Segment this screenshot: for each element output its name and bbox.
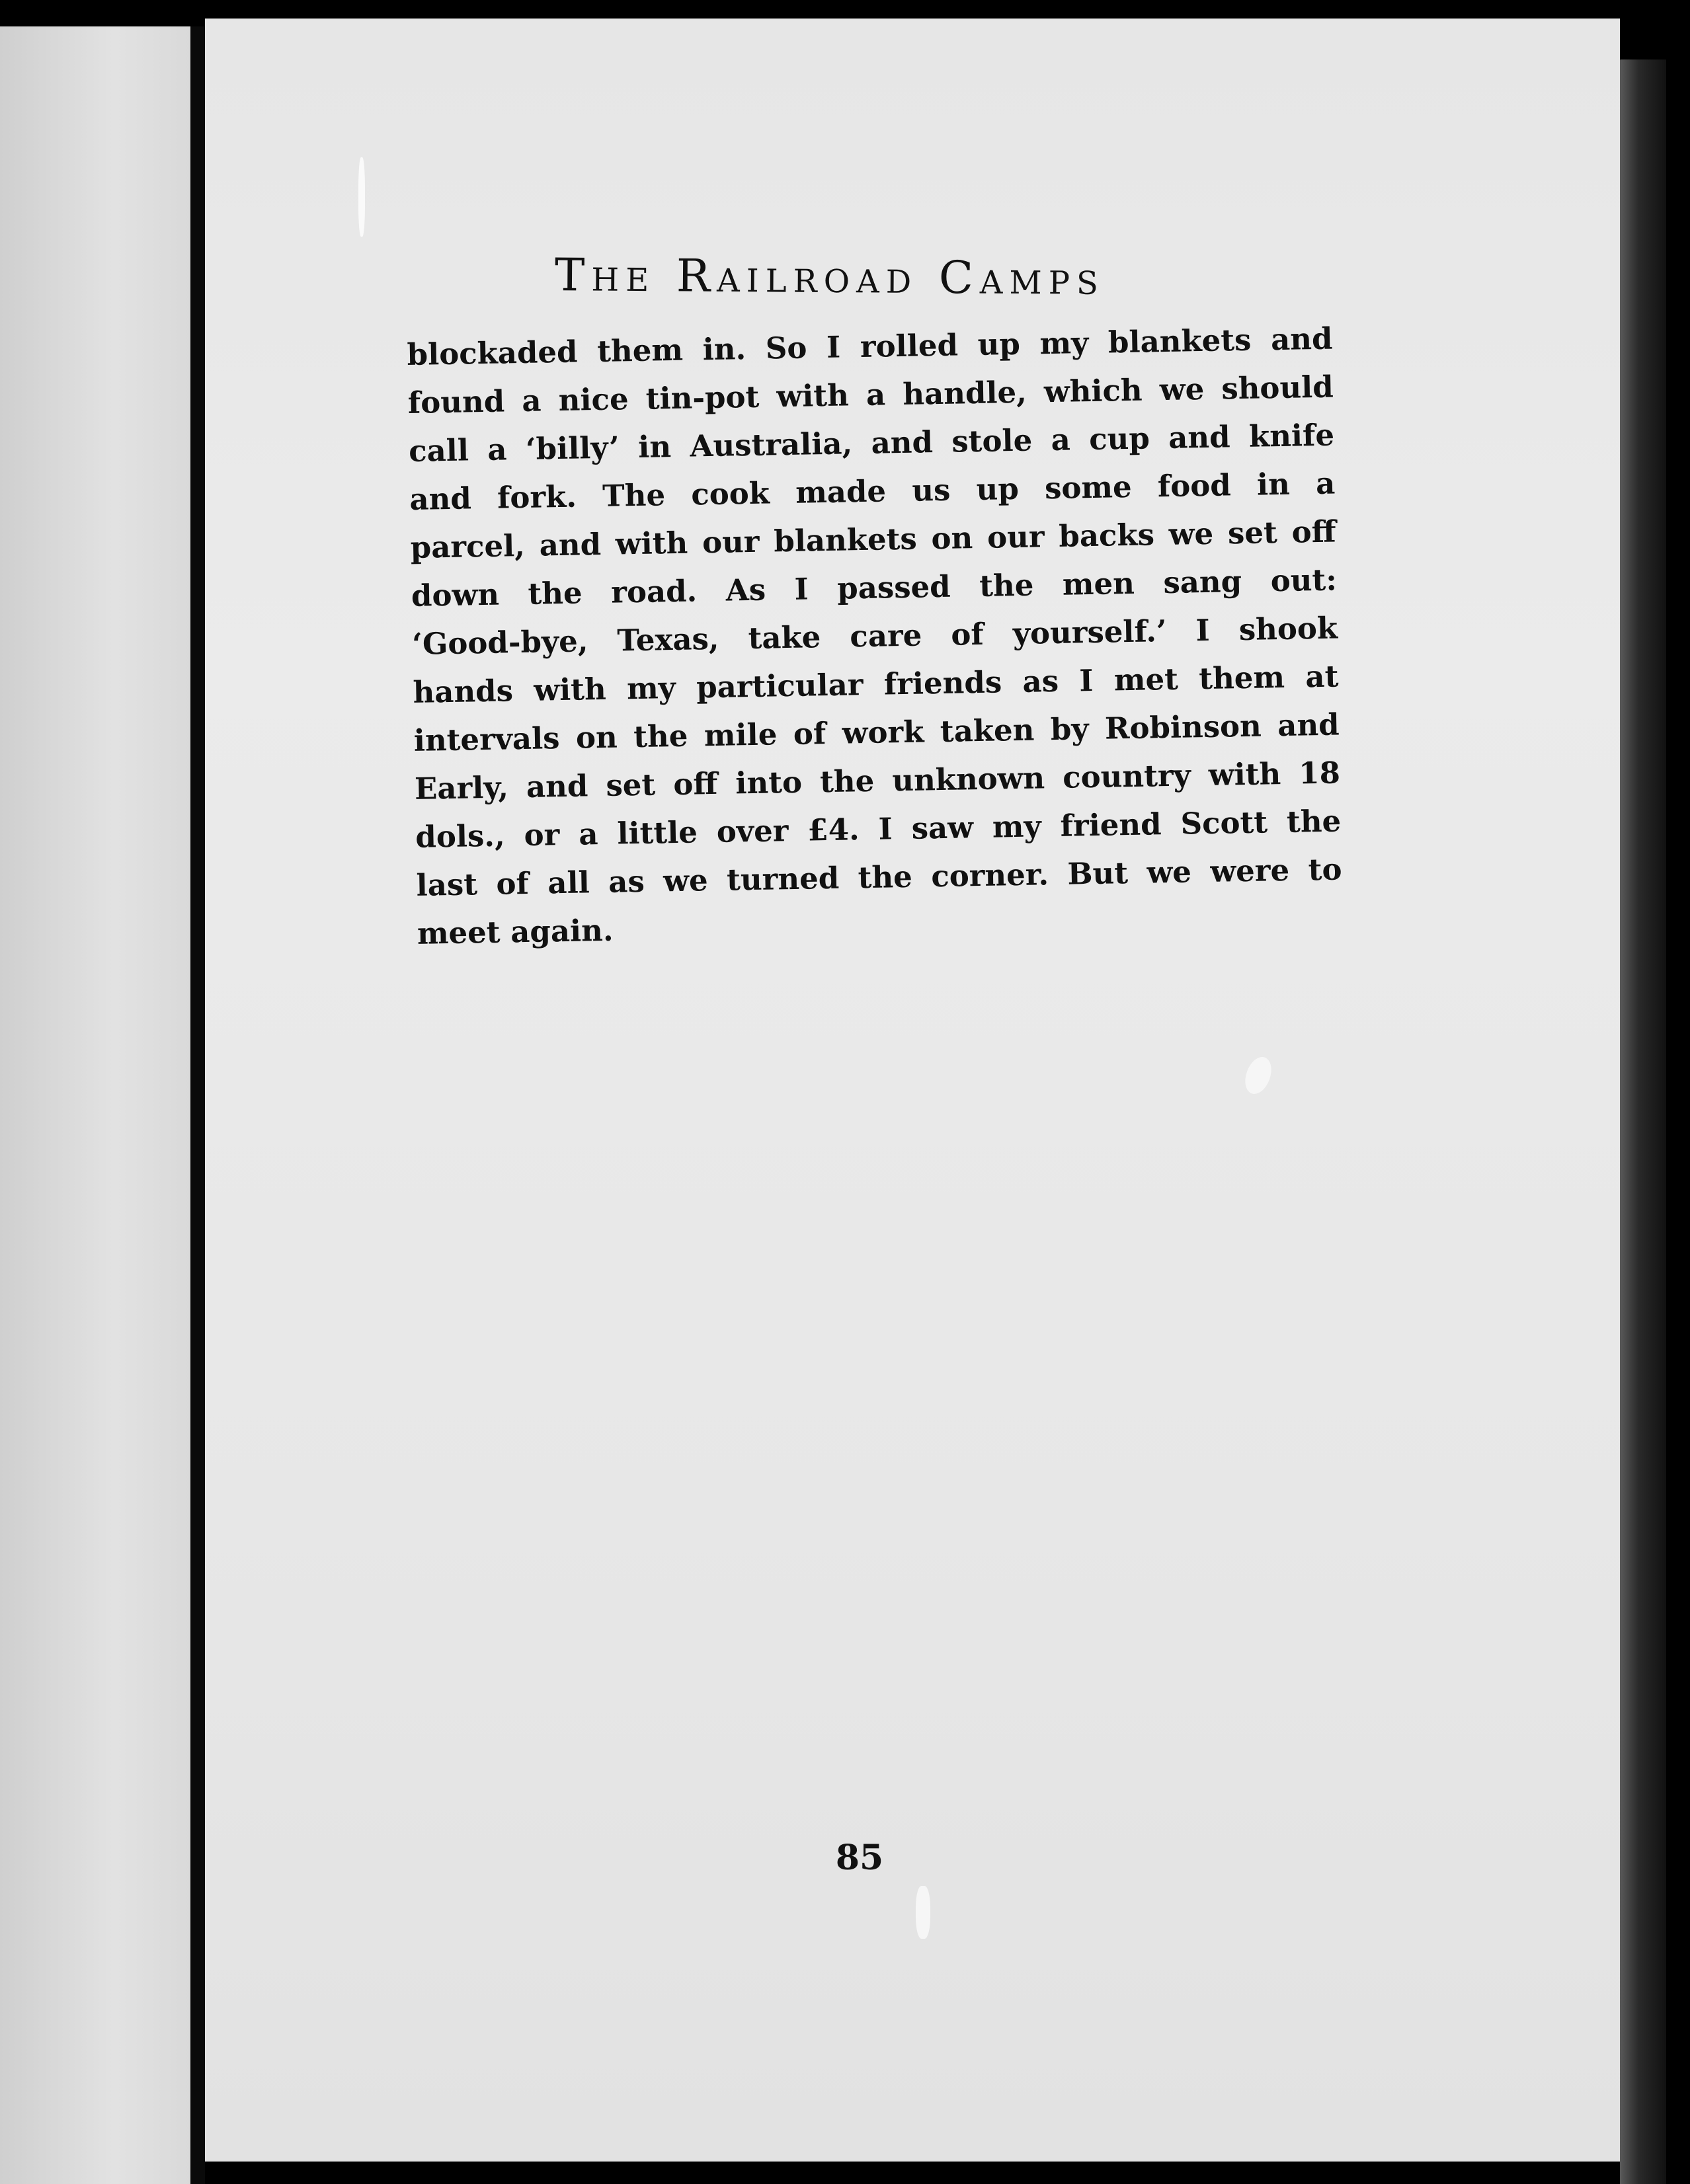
body-paragraph — [407, 315, 1343, 958]
scan-speck — [1240, 1054, 1276, 1098]
running-head: The Railroad Camps — [554, 249, 1106, 305]
scan-speck — [916, 1886, 930, 1939]
scan-speck — [358, 157, 365, 237]
text-line: hands with my particular friends as I met them at — [413, 658, 1339, 710]
text-line: Early, and set off into the unknown country with 18 — [414, 755, 1341, 806]
text-line: blockaded them in. So I rolled up my blankets and — [407, 321, 1333, 372]
facing-page-edge — [0, 26, 190, 2184]
text-line: dols., or a little over £4. I saw my friend Scott the — [415, 803, 1342, 855]
text-line: last of all as we turned the corner. But we were to — [416, 851, 1342, 903]
book-fore-edge — [1620, 59, 1666, 2184]
text-line: and fork. The cook made us up some food in a — [409, 465, 1336, 517]
text-line: ‘Good-bye, Texas, take care of yourself.’ I shook — [411, 610, 1338, 662]
text-line: intervals on the mile of work taken by Robinson and — [413, 707, 1340, 758]
binding-gutter — [190, 26, 205, 2184]
page-number: 85 — [835, 1838, 884, 1878]
text-line: down the road. As I passed the men sang out: — [411, 562, 1338, 613]
text-line: call a ‘billy’ in Australia, and stole a cup and knife — [408, 417, 1335, 469]
text-line: found a nice tin-pot with a handle, which we should — [407, 369, 1334, 420]
text-line: parcel, and with our blankets on our backs we set off — [410, 514, 1336, 565]
text-line: meet again. — [417, 912, 614, 951]
